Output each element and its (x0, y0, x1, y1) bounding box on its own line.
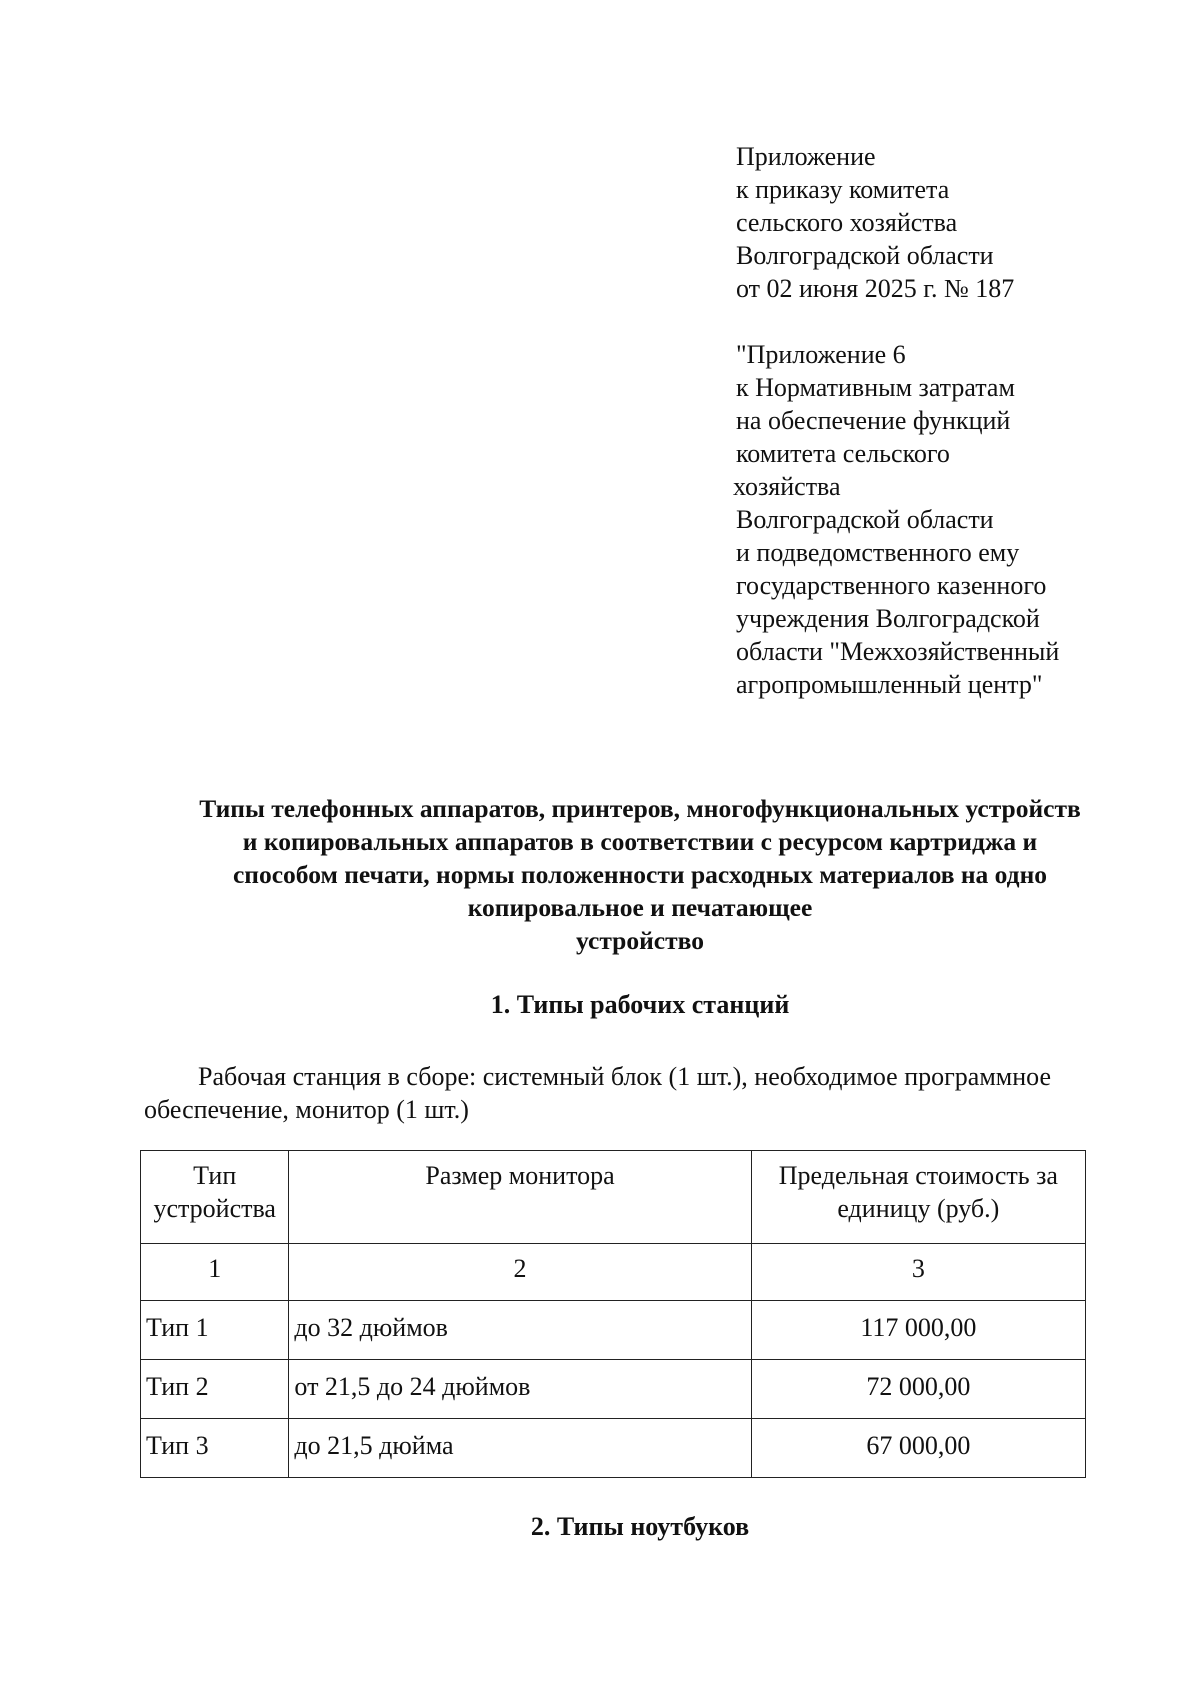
title-line: Типы телефонных аппаратов, принтеров, многофункциональных устройств (199, 794, 1081, 823)
column-number: 1 (141, 1244, 289, 1301)
annex-line: сельского хозяйства (736, 208, 958, 237)
table-row (141, 1301, 1086, 1360)
title-line: способом печати, нормы положенности расходных материалов на одно (232, 860, 1048, 889)
annex-quote-line: хозяйства (733, 472, 841, 501)
annex-quote-line: учреждения Волгоградской (736, 604, 1040, 633)
column-number: 2 (289, 1244, 751, 1301)
annex-quote-line: на обеспечение функций (736, 406, 1011, 435)
workstation-types-table (140, 1150, 1086, 1478)
table-row (141, 1419, 1086, 1478)
section-2-heading: 2. Типы ноутбуков (530, 1512, 750, 1541)
annex-quote-line: и подведомственного ему (736, 538, 1020, 567)
section-1-paragraph (144, 1060, 1144, 1126)
cell-monitor-size: до 21,5 дюйма (289, 1419, 751, 1478)
title-line: и копировальных аппаратов в соответствии с ресурсом картриджа и (242, 827, 1038, 856)
paragraph-line: Рабочая станция в сборе: системный блок (1 шт.), необходимое программное (198, 1062, 1051, 1091)
annex-quote-line: комитета сельского (736, 439, 950, 468)
header-device-type: Тип устройства (141, 1151, 289, 1244)
cell-device-type: Тип 3 (141, 1419, 289, 1478)
cell-price: 117 000,00 (751, 1301, 1085, 1360)
section-1-heading: 1. Типы рабочих станций (490, 990, 790, 1019)
annex-quote-line: "Приложение 6 (736, 340, 906, 369)
title-line: устройство (576, 926, 704, 955)
column-number: 3 (751, 1244, 1085, 1301)
header-monitor-size: Размер монитора (289, 1151, 751, 1244)
annex-quote-line: Волгоградской области (736, 505, 994, 534)
annex-line: Приложение (736, 142, 876, 171)
annex-line: от 02 июня 2025 г. № 187 (736, 274, 1015, 303)
annex-spacer (736, 305, 1176, 338)
annex-line: к приказу комитета (736, 175, 950, 204)
cell-device-type: Тип 2 (141, 1360, 289, 1419)
annex-quote-line: области "Межхозяйственный (736, 637, 1060, 666)
annex-quote-line: агропромышленный центр" (736, 670, 1043, 699)
cell-price: 67 000,00 (751, 1419, 1085, 1478)
cell-price: 72 000,00 (751, 1360, 1085, 1419)
annex-block (733, 140, 1176, 701)
table-column-numbers-row (141, 1244, 1086, 1301)
table-header-row (141, 1151, 1086, 1244)
cell-device-type: Тип 1 (141, 1301, 289, 1360)
annex-line: Волгоградской области (736, 241, 994, 270)
header-price-limit: Предельная стоимость за единицу (руб.) (751, 1151, 1085, 1244)
annex-quote-line: к Нормативным затратам (736, 373, 1015, 402)
document-title (120, 792, 1160, 957)
table-row (141, 1360, 1086, 1419)
cell-monitor-size: до 32 дюймов (289, 1301, 751, 1360)
cell-monitor-size: от 21,5 до 24 дюймов (289, 1360, 751, 1419)
title-line: копировальное и печатающее (467, 893, 813, 922)
annex-quote-line: государственного казенного (736, 571, 1047, 600)
paragraph-line: обеспечение, монитор (1 шт.) (144, 1095, 469, 1124)
